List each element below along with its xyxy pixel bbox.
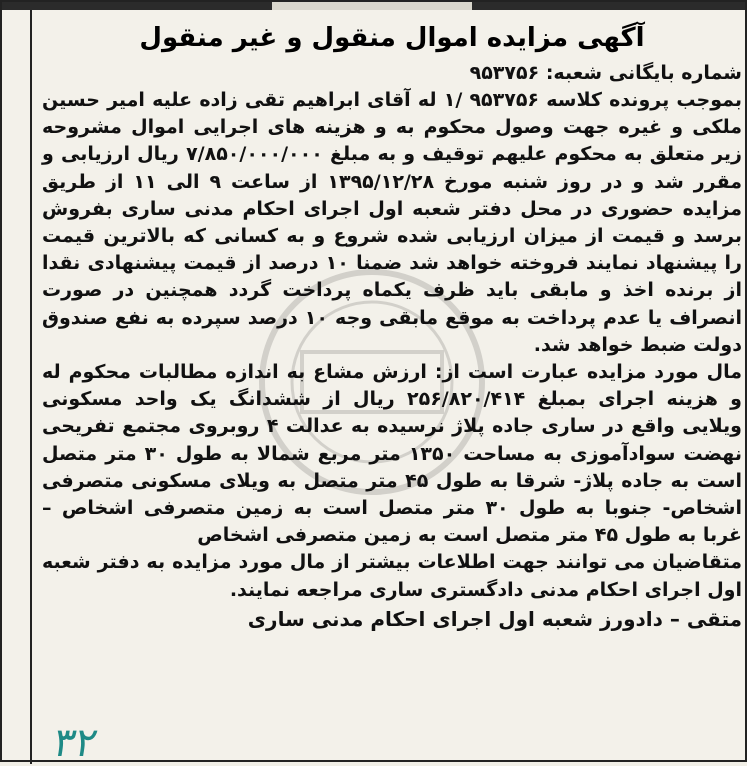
left-frame-line: [30, 10, 32, 764]
auction-terms-paragraph: بموجب پرونده کلاسه ۹۵۳۷۵۶ /۱ له آقای ابراهیم تقی زاده علیه امیر حسین ملکی و غیره جهت وصول محکوم به و هزینه های اجرایی اموال مشروحه زیر متعلق به محکوم علیهم توقیف و به مبلغ ۷/۸۵۰/۰۰۰/۰۰۰ ریال ارزیابی و مقرر شد و در روز شنبه مورخ ۱۳۹۵/۱۲/۲۸ از ساعت ۹ الی ۱۱ از طریق مزایده حضوری در محل دفتر شعبه اول اجرای احکام مدنی ساری بفروش برسد و قیمت از میزان ارزیابی شده شروع و به کسانی که بالاترین قیمت را پیشنهاد نمایند فروخته خواهد شد ضمنا ۱۰ درصد از قیمت پیشنهادی نقدا از برنده اخذ و مابقی باید ظرف یکماه پرداخت گردد همچنین در صورت انصراف یا عدم پرداخت به موقع مابقی وجه ۱۰ درصد سپرده به نفع صندوق دولت ضبط خواهد شد.: [42, 89, 743, 356]
contact-info-paragraph: متقاضیان می توانند جهت اطلاعات بیشتر از مال مورد مزایده به دفتر شعبه اول اجرای احکام مدنی دادگستری ساری مراجعه نمایند.: [42, 551, 742, 601]
archive-number-line: شماره بایگانی شعبه: ۹۵۳۷۵۶: [469, 62, 742, 84]
notice-content: [42, 12, 742, 634]
top-border-notch: [272, 2, 472, 10]
handwritten-issue-number: ۳۲: [49, 720, 102, 766]
notice-title: آگهی مزایده اموال منقول و غیر منقول: [139, 23, 645, 53]
property-description-paragraph: مال مورد مزایده عبارت است از: ارزش مشاع به اندازه مطالبات محکوم له و هزینه اجرای بمبلغ ۲۵۶/۸۲۰/۴۱۴ ریال از ششدانگ یک واحد مسکونی ویلایی واقع در ساری جاده پلاژ نرسیده به عدالت ۴ روبروی مجتمع تفریحی نهضت سوادآموزی به مساحت ۱۳۵۰ متر مربع شمالا به طول ۳۰ متر متصل است به جاده پلاژ- شرقا به طول ۴۵ متر متصل به ویلای مسکونی متصرفی اشخاص- جنوبا به طول ۳۰ متر متصل است به زمین متصرفی اشخاص – غربا به طول ۴۵ متر متصل است به زمین متصرفی اشخاص: [42, 361, 742, 547]
signature-line: متقی – دادورز شعبه اول اجرای احکام مدنی ساری: [247, 606, 742, 631]
top-border-strip: [2, 2, 745, 10]
